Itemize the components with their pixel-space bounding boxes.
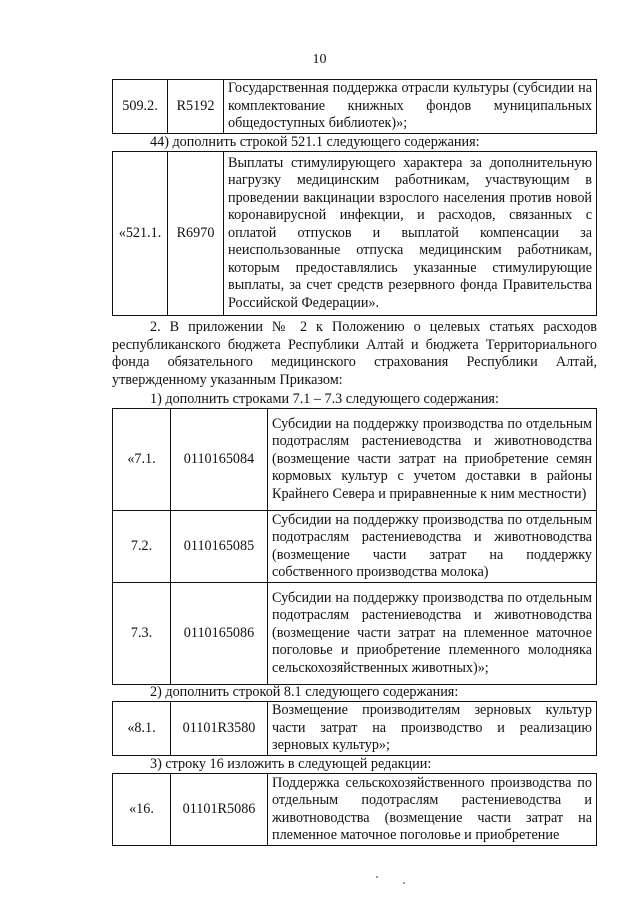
row-text: Возмещение производителям зерновых культур части затрат на производство и реализацию зерновых культур»; xyxy=(268,702,597,756)
row-code: R6970 xyxy=(168,152,224,316)
row-code: 0110165085 xyxy=(171,511,268,583)
row-code: 0110165084 xyxy=(171,409,268,511)
row-text: Выплаты стимулирующего характера за дополнительную нагрузку медицинским работникам, участвующим в проведении вакцинации взрослого населения против новой коронавирусной инфекции, и расходов, связанных с оплатой отпусков и выплатой компенсации за неиспользованные отпуска медицинским работникам, которым предоставлялись указанные стимулирующие выплаты, за счет средств резервного фонда Правительства Российской Федерации». xyxy=(224,152,597,316)
row-text: Субсидии на поддержку производства по отдельным подотраслям растениеводства и животноводства (возмещение части затрат на приобретение семян кормовых культур с учетом доставки в районы Крайнего Севера и приравненные к ним местности) xyxy=(268,409,597,511)
budget-table-3 xyxy=(112,408,597,685)
table-row xyxy=(113,583,597,685)
row-number: 509.2. xyxy=(113,80,168,134)
subitem-3: 3) строку 16 изложить в следующей редакции: xyxy=(150,756,432,772)
subitem-2: 2) дополнить строкой 8.1 следующего содержания: xyxy=(150,684,459,700)
budget-table-4 xyxy=(112,701,597,756)
page-number: 10 xyxy=(312,52,327,67)
table-row xyxy=(113,702,597,756)
scan-speck xyxy=(403,882,405,884)
row-code: R5192 xyxy=(168,80,224,134)
row-text: Государственная поддержка отрасли культуры (субсидии на комплектование книжных фондов муниципальных общедоступных библиотек)»; xyxy=(224,80,597,134)
row-number: «8.1. xyxy=(113,702,171,756)
scan-speck xyxy=(376,876,378,878)
row-code: 0110165086 xyxy=(171,583,268,685)
budget-table-5 xyxy=(112,773,597,846)
paragraph-2: 2. В приложении № 2 к Положению о целевых статьях расходов республиканского бюджета Республики Алтай и бюджета Территориального фонда обязательного медицинского страхования Республики Алтай, утвержденному указанным Приказом: xyxy=(112,319,597,388)
row-text: Субсидии на поддержку производства по отдельным подотраслям растениеводства и животноводства (возмещение части затрат на племенное маточное поголовье и приобретение племенного молодняка сельскохозяйственных животных)»; xyxy=(268,583,597,685)
table-row xyxy=(113,511,597,583)
budget-table-2 xyxy=(112,151,597,316)
row-number: 7.3. xyxy=(113,583,171,685)
row-number: «7.1. xyxy=(113,409,171,511)
row-text: Поддержка сельскохозяйственного производства по отдельным подотраслям растениеводства и животноводства (возмещение части затрат на племенное маточное поголовье и приобретение xyxy=(268,774,597,846)
row-code: 01101R3580 xyxy=(171,702,268,756)
budget-table-1 xyxy=(112,79,597,134)
table-row xyxy=(113,774,597,846)
table-row xyxy=(113,152,597,316)
table-row xyxy=(113,80,597,134)
row-number: «16. xyxy=(113,774,171,846)
row-code: 01101R5086 xyxy=(171,774,268,846)
subitem-1: 1) дополнить строками 7.1 – 7.3 следующего содержания: xyxy=(150,391,499,407)
row-number: «521.1. xyxy=(113,152,168,316)
table-row xyxy=(113,409,597,511)
row-text: Субсидии на поддержку производства по отдельным подотраслям растениеводства и животноводства (возмещение части затрат на поддержку собственного производства молока) xyxy=(268,511,597,583)
row-number: 7.2. xyxy=(113,511,171,583)
subitem-44: 44) дополнить строкой 521.1 следующего содержания: xyxy=(150,134,480,150)
